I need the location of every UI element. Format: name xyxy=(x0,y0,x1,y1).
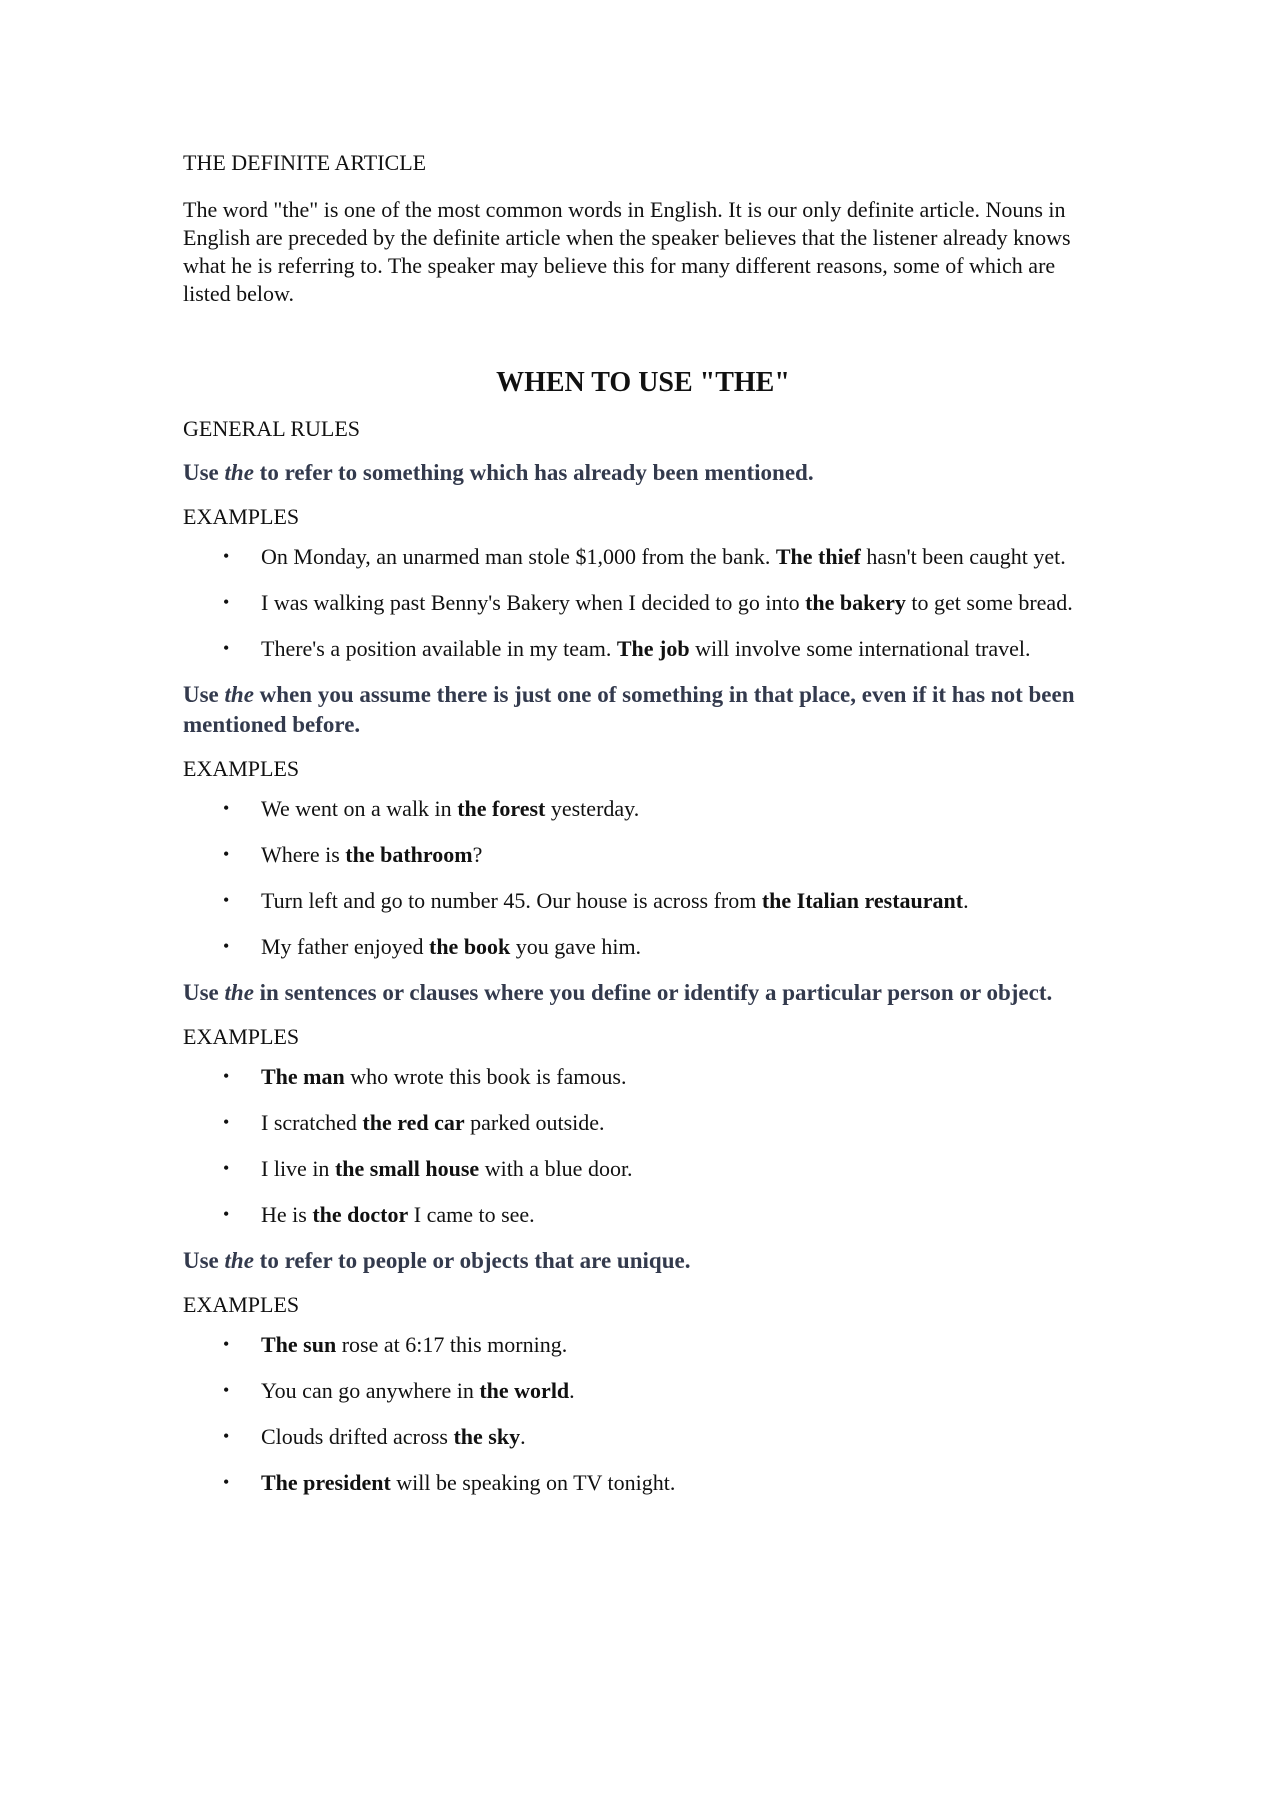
bullet-icon: • xyxy=(223,1380,230,1400)
bullet-icon: • xyxy=(223,798,230,818)
example-highlight: the book xyxy=(429,934,511,959)
bullet-icon: • xyxy=(223,890,230,910)
rule-text: when you assume there is just one of something in that place, even if it has not been mentioned before. xyxy=(183,682,1075,737)
rule-heading xyxy=(183,1246,1103,1276)
example-highlight: the small house xyxy=(334,1156,480,1181)
example-text: will involve some international travel. xyxy=(689,636,1031,661)
bullet-icon: • xyxy=(223,1472,230,1492)
rule-text: in sentences or clauses where you define or identify a particular person or object. xyxy=(253,980,1053,1005)
example-text: will be speaking on TV tonight. xyxy=(390,1470,676,1495)
example-item xyxy=(183,542,1103,571)
bullet-icon: • xyxy=(223,1426,230,1446)
document-title: THE DEFINITE ARTICLE xyxy=(183,150,427,175)
example-text: I was walking past Benny's Bakery when I decided to go into xyxy=(261,590,806,615)
bullet-icon: • xyxy=(223,638,230,658)
example-highlight: the Italian restaurant xyxy=(761,888,964,913)
example-highlight: The president xyxy=(261,1470,391,1495)
example-highlight: the world xyxy=(479,1378,570,1403)
example-highlight: the sky xyxy=(453,1424,521,1449)
example-item xyxy=(183,840,1103,869)
example-highlight: The thief xyxy=(775,544,861,569)
rule-italic-word: the xyxy=(224,1248,254,1273)
example-text: I scratched xyxy=(261,1110,363,1135)
example-highlight: The sun xyxy=(261,1332,337,1357)
example-item xyxy=(183,1376,1103,1405)
bullet-icon: • xyxy=(223,1112,230,1132)
rule-heading xyxy=(183,458,1103,488)
rule-italic-word: the xyxy=(224,682,254,707)
example-text: who wrote this book is famous. xyxy=(344,1064,627,1089)
examples-list xyxy=(183,794,1103,961)
example-text: . xyxy=(963,888,969,913)
example-item xyxy=(183,1108,1103,1137)
example-highlight: the bakery xyxy=(805,590,906,615)
example-text: I came to see. xyxy=(408,1202,535,1227)
bullet-icon: • xyxy=(223,546,230,566)
example-text: with a blue door. xyxy=(479,1156,633,1181)
example-item xyxy=(183,1154,1103,1183)
example-text: There's a position available in my team. xyxy=(261,636,617,661)
example-text: parked outside. xyxy=(464,1110,605,1135)
example-item xyxy=(183,886,1103,915)
intro-paragraph: The word "the" is one of the most common words in English. It is our only definite article. Nouns in English are preceded by the definite article when the speaker believes that the listener already knows what he is referring to. The speaker may believe this for many different reasons, some of which are listed below. xyxy=(183,197,1071,306)
example-text: hasn't been caught yet. xyxy=(860,544,1066,569)
example-item xyxy=(183,1330,1103,1359)
example-text: . xyxy=(520,1424,526,1449)
example-text: He is xyxy=(261,1202,313,1227)
example-text: My father enjoyed xyxy=(261,934,429,959)
examples-list xyxy=(183,1062,1103,1229)
example-text: Where is xyxy=(261,842,346,867)
example-highlight: the forest xyxy=(457,796,546,821)
general-rules-label: GENERAL RULES xyxy=(183,416,361,441)
rule-prefix: Use xyxy=(183,460,225,485)
examples-label: EXAMPLES xyxy=(183,504,300,529)
example-item xyxy=(183,634,1103,663)
rule-prefix: Use xyxy=(183,1248,225,1273)
example-highlight: the red car xyxy=(362,1110,465,1135)
example-item xyxy=(183,932,1103,961)
rule-italic-word: the xyxy=(224,460,254,485)
rule-text: to refer to people or objects that are unique. xyxy=(253,1248,691,1273)
example-item xyxy=(183,1422,1103,1451)
examples-label: EXAMPLES xyxy=(183,1292,300,1317)
example-highlight: the bathroom xyxy=(345,842,473,867)
example-text: rose at 6:17 this morning. xyxy=(336,1332,568,1357)
example-text: Turn left and go to number 45. Our house is across from xyxy=(261,888,762,913)
bullet-icon: • xyxy=(223,1066,230,1086)
examples-list xyxy=(183,542,1103,663)
examples-list xyxy=(183,1330,1103,1497)
rule-heading xyxy=(183,978,1103,1008)
bullet-icon: • xyxy=(223,936,230,956)
bullet-icon: • xyxy=(223,592,230,612)
example-item xyxy=(183,1200,1103,1229)
rule-prefix: Use xyxy=(183,682,225,707)
rule-prefix: Use xyxy=(183,980,225,1005)
example-item xyxy=(183,794,1103,823)
example-text: to get some bread. xyxy=(905,590,1073,615)
bullet-icon: • xyxy=(223,1158,230,1178)
bullet-icon: • xyxy=(223,844,230,864)
example-item xyxy=(183,588,1103,617)
example-highlight: The job xyxy=(616,636,690,661)
document-page xyxy=(183,148,1103,1514)
example-highlight: the doctor xyxy=(312,1202,409,1227)
example-text: You can go anywhere in xyxy=(261,1378,480,1403)
example-text: ? xyxy=(472,842,483,867)
example-text: Clouds drifted across xyxy=(261,1424,454,1449)
section-heading: WHEN TO USE "THE" xyxy=(496,367,790,398)
rule-heading xyxy=(183,680,1103,740)
examples-label: EXAMPLES xyxy=(183,1024,300,1049)
example-item xyxy=(183,1062,1103,1091)
rule-text: to refer to something which has already been mentioned. xyxy=(253,460,814,485)
example-text: We went on a walk in xyxy=(261,796,458,821)
example-text: yesterday. xyxy=(545,796,640,821)
bullet-icon: • xyxy=(223,1334,230,1354)
rules-container xyxy=(183,458,1103,1497)
example-highlight: The man xyxy=(261,1064,345,1089)
bullet-icon: • xyxy=(223,1204,230,1224)
example-item xyxy=(183,1468,1103,1497)
example-text: . xyxy=(569,1378,575,1403)
examples-label: EXAMPLES xyxy=(183,756,300,781)
example-text: you gave him. xyxy=(510,934,642,959)
example-text: On Monday, an unarmed man stole $1,000 from the bank. xyxy=(261,544,776,569)
intro-section xyxy=(183,196,1103,308)
example-text: I live in xyxy=(261,1156,335,1181)
rule-italic-word: the xyxy=(224,980,254,1005)
